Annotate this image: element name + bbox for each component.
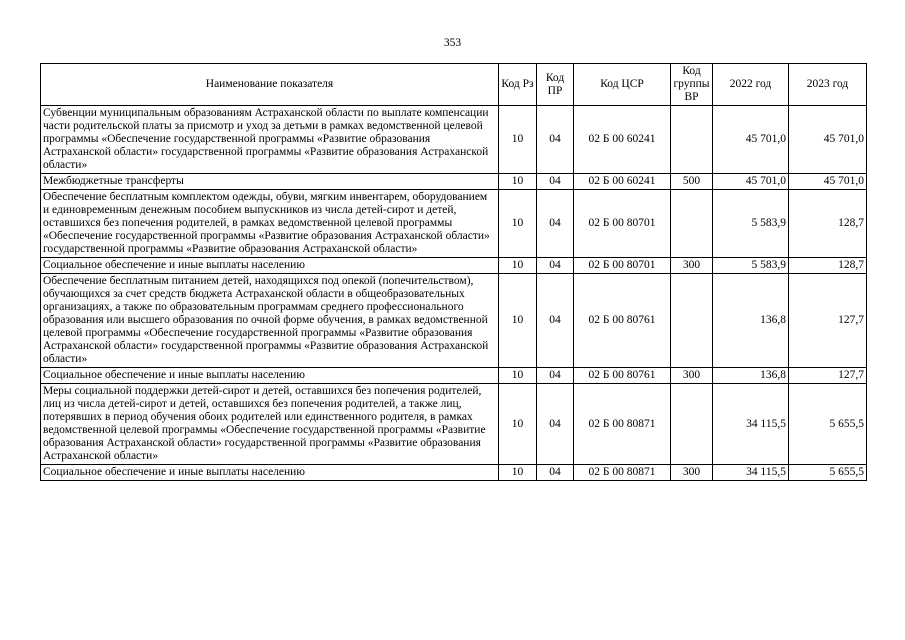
- header-2022: 2022 год: [713, 64, 789, 106]
- row-pr: 04: [537, 174, 574, 190]
- table-row: [41, 174, 867, 190]
- row-pr: 04: [537, 465, 574, 481]
- table-row: [41, 106, 867, 174]
- row-2023: 45 701,0: [789, 174, 867, 190]
- row-2023: 5 655,5: [789, 384, 867, 465]
- page-number: 353: [443, 37, 462, 49]
- row-csr: 02 Б 00 80761: [574, 274, 671, 368]
- row-2022: 45 701,0: [713, 174, 789, 190]
- row-vr: 500: [671, 174, 713, 190]
- row-pr: 04: [537, 258, 574, 274]
- header-rz: Код Рз: [499, 64, 537, 106]
- row-vr: [671, 190, 713, 258]
- row-vr: [671, 274, 713, 368]
- header-name: Наименование показателя: [41, 64, 499, 106]
- row-vr: [671, 384, 713, 465]
- row-csr: 02 Б 00 80871: [574, 465, 671, 481]
- row-2022: 5 583,9: [713, 258, 789, 274]
- row-2023: 128,7: [789, 190, 867, 258]
- row-pr: 04: [537, 274, 574, 368]
- row-rz: 10: [499, 174, 537, 190]
- row-2023: 45 701,0: [789, 106, 867, 174]
- table-row: [41, 258, 867, 274]
- table-row: [41, 368, 867, 384]
- row-pr: 04: [537, 384, 574, 465]
- row-2023: 128,7: [789, 258, 867, 274]
- row-vr: 300: [671, 258, 713, 274]
- row-2022: 34 115,5: [713, 465, 789, 481]
- row-2022: 136,8: [713, 368, 789, 384]
- row-vr: 300: [671, 368, 713, 384]
- row-2023: 127,7: [789, 368, 867, 384]
- row-name: Обеспечение бесплатным комплектом одежды, обуви, мягким инвентарем, оборудованием и единовременным денежным пособием выпускников из числа детей-сирот и детей, оставшихся без попечения родителей, в рамках ведомственной целевой программы «Обеспечение государственной программы «Развитие образования Астраханской области» государственной программы «Развитие образования Астраханской области»: [41, 190, 499, 258]
- row-2022: 136,8: [713, 274, 789, 368]
- row-csr: 02 Б 00 80701: [574, 258, 671, 274]
- table-row: [41, 465, 867, 481]
- row-pr: 04: [537, 106, 574, 174]
- row-rz: 10: [499, 384, 537, 465]
- row-name: Меры социальной поддержки детей-сирот и детей, оставшихся без попечения родителей, лиц из числа детей-сирот и детей, оставшихся без попечения родителей, а также лиц, потерявших в период обучения обоих родителей или единственного родителя, в рамках ведомственной целевой программы «Обеспечение государственной программы «Развитие образования Астраханской области» государственной программы «Развитие образования Астраханской области»: [41, 384, 499, 465]
- row-name: Социальное обеспечение и иные выплаты населению: [41, 258, 499, 274]
- table-row: [41, 274, 867, 368]
- header-csr: Код ЦСР: [574, 64, 671, 106]
- row-2022: 5 583,9: [713, 190, 789, 258]
- row-rz: 10: [499, 368, 537, 384]
- row-pr: 04: [537, 190, 574, 258]
- row-rz: 10: [499, 190, 537, 258]
- row-csr: 02 Б 00 80761: [574, 368, 671, 384]
- table-row: [41, 384, 867, 465]
- row-name: Социальное обеспечение и иные выплаты населению: [41, 465, 499, 481]
- row-csr: 02 Б 00 80701: [574, 190, 671, 258]
- row-csr: 02 Б 00 80871: [574, 384, 671, 465]
- budget-table: [40, 63, 867, 481]
- row-name: Обеспечение бесплатным питанием детей, находящихся под опекой (попечительством), обучающихся за счет средств бюджета Астраханской области в общеобразовательных организациях, а также по образовательным программам среднего профессионального образования или высшего образования по очной форме обучения, в рамках ведомственной целевой программы «Обеспечение государственной программы «Развитие образования Астраханской области» государственной программы «Развитие образования Астраханской области»: [41, 274, 499, 368]
- row-csr: 02 Б 00 60241: [574, 174, 671, 190]
- table-row: [41, 190, 867, 258]
- row-name: Межбюджетные трансферты: [41, 174, 499, 190]
- header-pr: Код ПР: [537, 64, 574, 106]
- row-rz: 10: [499, 258, 537, 274]
- row-vr: [671, 106, 713, 174]
- header-2023: 2023 год: [789, 64, 867, 106]
- row-2022: 45 701,0: [713, 106, 789, 174]
- table-header-row: [41, 64, 867, 106]
- row-name: Субвенции муниципальным образованиям Астраханской области по выплате компенсации части родительской платы за присмотр и уход за детьми в рамках ведомственной целевой программы «Обеспечение государственной программы «Развитие образования Астраханской области» государственной программы «Развитие образования Астраханской области»: [41, 106, 499, 174]
- row-pr: 04: [537, 368, 574, 384]
- row-name: Социальное обеспечение и иные выплаты населению: [41, 368, 499, 384]
- row-2022: 34 115,5: [713, 384, 789, 465]
- row-rz: 10: [499, 465, 537, 481]
- row-csr: 02 Б 00 60241: [574, 106, 671, 174]
- header-vr: Код группы ВР: [671, 64, 713, 106]
- row-vr: 300: [671, 465, 713, 481]
- row-rz: 10: [499, 106, 537, 174]
- row-rz: 10: [499, 274, 537, 368]
- row-2023: 5 655,5: [789, 465, 867, 481]
- row-2023: 127,7: [789, 274, 867, 368]
